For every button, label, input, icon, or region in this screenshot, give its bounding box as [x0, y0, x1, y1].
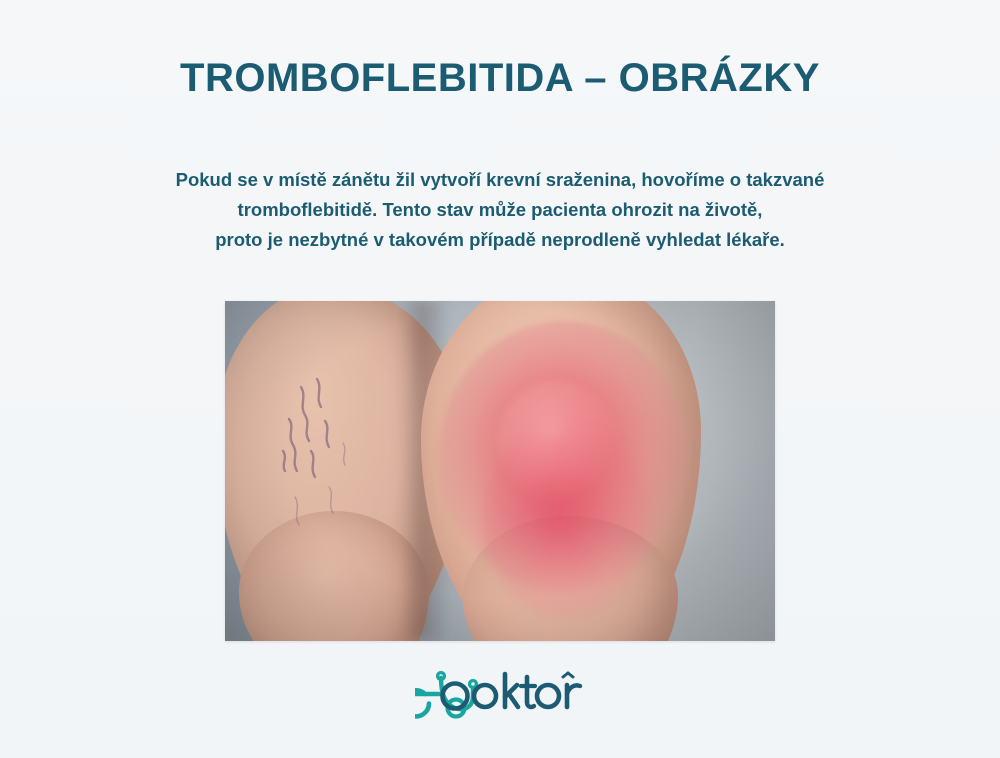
page-title: TROMBOFLEBITIDA – OBRÁZKY	[180, 56, 820, 100]
medical-photograph	[225, 301, 775, 641]
subtitle-line-2: tromboflebitidě. Tento stav může pacienta ohrozit na životě,	[237, 198, 763, 220]
subtitle-block	[120, 165, 880, 255]
varicose-veins	[225, 301, 775, 641]
brand-logo[interactable]	[415, 664, 585, 726]
subtitle-line-3: proto je nezbytné v takovém případě neprodleně vyhledat lékaře.	[215, 228, 785, 250]
edoktori-logo-mark	[415, 664, 585, 726]
subtitle-line-1: Pokud se v místě zánětu žil vytvoří krevní sraženina, hovoříme o takzvané	[175, 168, 825, 190]
